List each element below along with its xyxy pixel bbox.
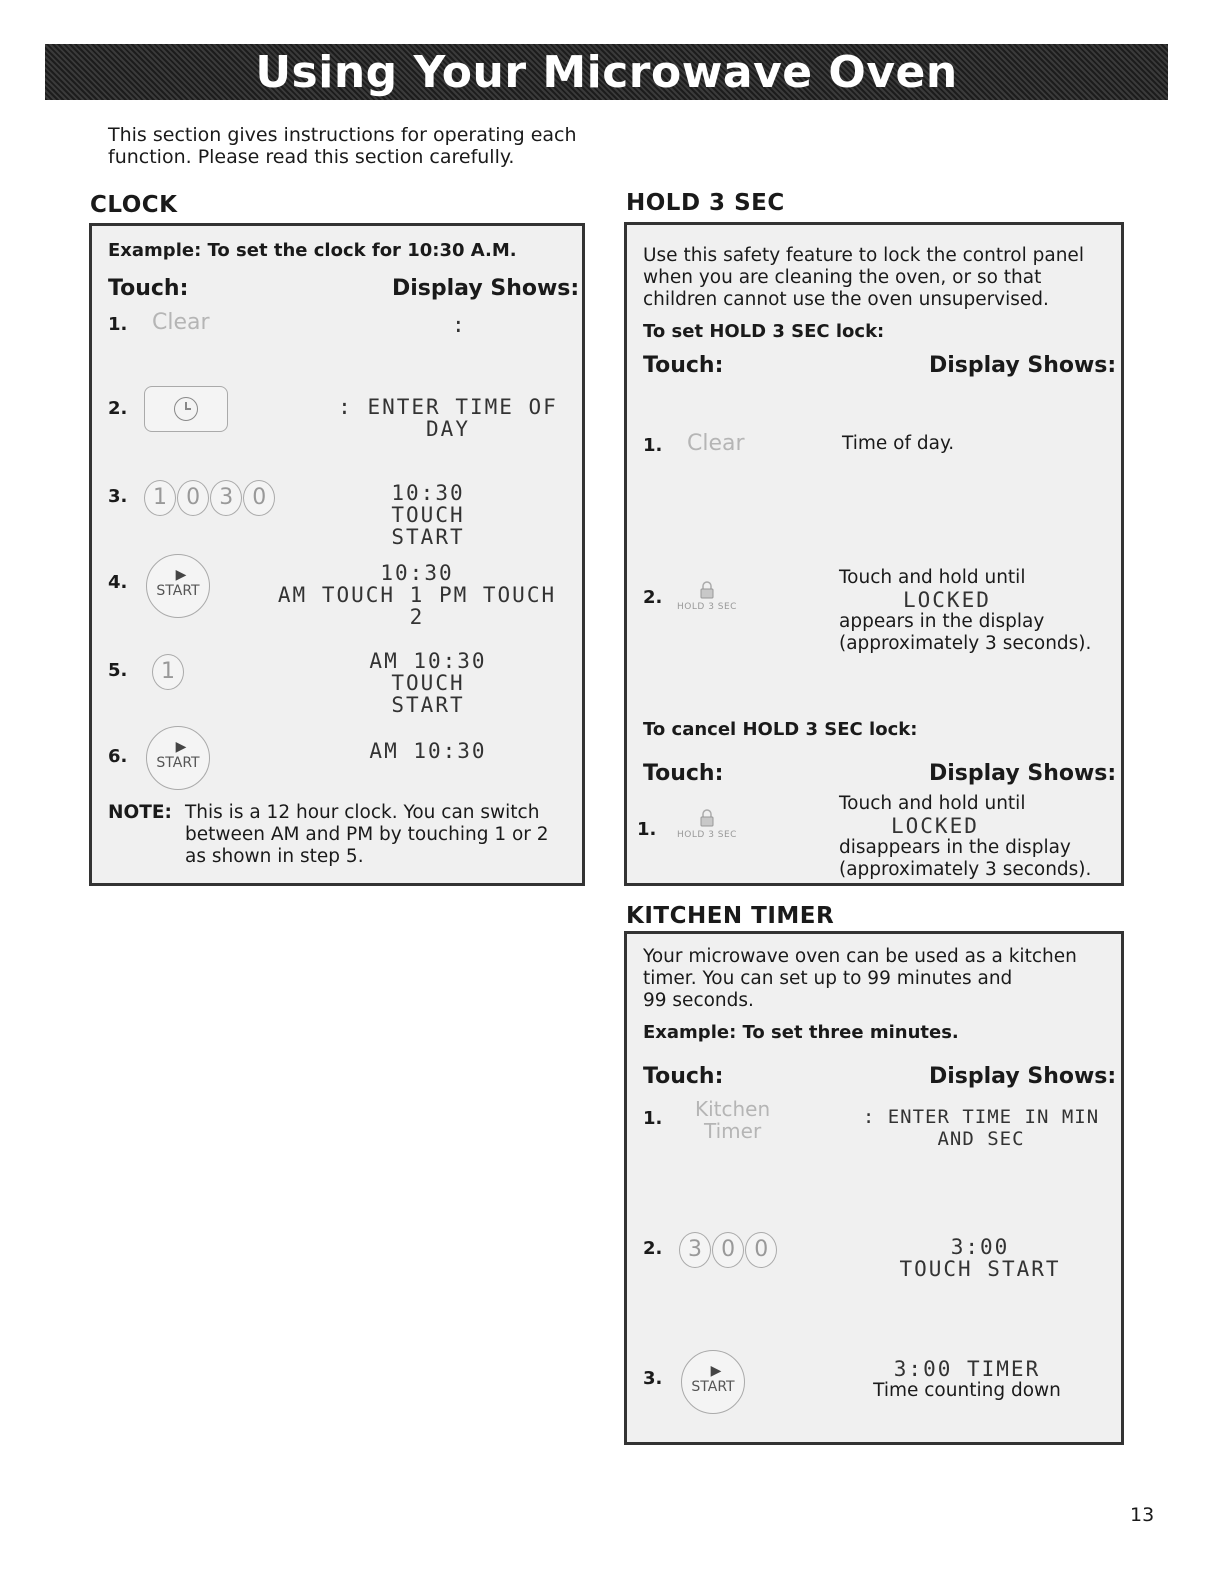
start-button-label: START [691,1379,735,1395]
locked-display: LOCKED [891,814,979,838]
start-button-label: START [156,583,200,599]
timer-step-number: 2. [643,1238,663,1259]
clock-section-title: CLOCK [90,192,178,218]
key-1-button[interactable]: 1 [144,480,176,516]
timer-step-number: 3. [643,1368,663,1389]
key-3-button[interactable]: 3 [679,1232,711,1268]
hold-step-number: 1. [637,819,657,840]
number-keys [679,1232,773,1268]
display-line: AM TOUCH 1 PM TOUCH 2 [277,583,557,629]
timer-countdown-note: Time counting down [873,1380,1061,1401]
lock-icon [700,809,714,827]
hold-intro-line: Use this safety feature to lock the control panel [643,245,1084,266]
hold-box [624,222,1124,886]
timer-section-title: KITCHEN TIMER [626,903,835,929]
timer-example: Example: To set three minutes. [643,1022,959,1043]
hold-set-title: To set HOLD 3 SEC lock: [643,321,885,342]
kitchen-timer-label: Timer [704,1119,762,1143]
hold-step-number: 2. [643,587,663,608]
timer-intro-line: 99 seconds. [643,990,754,1011]
number-keys [152,654,180,690]
clock-step-number: 6. [108,746,128,767]
hold-intro-line: when you are cleaning the oven, or so that [643,267,1042,288]
display-line: (approximately 3 seconds). [839,859,1092,880]
clear-button[interactable]: Clear [152,310,210,335]
clock-button[interactable] [144,386,228,432]
clock-step-display [348,482,508,548]
locked-display: LOCKED [903,588,991,612]
start-button-label: START [156,755,200,771]
display-line: 10:30 [380,561,454,585]
start-button[interactable] [146,554,210,618]
key-3-button[interactable]: 3 [210,480,242,516]
key-0-button[interactable]: 0 [745,1232,777,1268]
display-line: 3:00 TIMER [893,1357,1041,1381]
intro-line-1: This section gives instructions for operating each [108,124,577,146]
page-number: 13 [1130,1504,1155,1526]
start-button[interactable] [146,726,210,790]
hold-step-display [839,567,1091,655]
play-icon: ▶ [710,1363,722,1379]
intro-line-2: function. Please read this section carefully. [108,146,515,168]
kitchen-timer-label: Kitchen [695,1097,771,1121]
hold-cancel-title: To cancel HOLD 3 SEC lock: [643,719,918,740]
page-banner [45,44,1168,100]
timer-intro [643,946,1077,1012]
clock-box [89,223,585,886]
note-label: NOTE: [108,802,172,823]
hold-intro-line: children cannot use the oven unsupervised. [643,289,1049,310]
display-line: 3:00 [950,1235,1010,1259]
hold-step-display: Time of day. [842,433,955,454]
display-line: disappears in the display [839,837,1071,858]
timer-step-display [895,1236,1065,1280]
hold-display-header: Display Shows: [929,353,1117,378]
clock-step-display: AM 10:30 [369,739,487,763]
hold-3-sec-button[interactable] [677,581,737,612]
clear-button[interactable]: Clear [687,431,745,456]
timer-intro-line: Your microwave oven can be used as a kitchen [643,946,1077,967]
clock-step-number: 1. [108,314,128,335]
timer-touch-header: Touch: [643,1064,724,1089]
hold-cancel-display-header: Display Shows: [929,761,1117,786]
number-keys [144,480,271,516]
clock-icon [174,397,198,421]
display-line: TOUCH START [391,671,465,717]
display-line: appears in the display [839,611,1045,632]
kitchen-timer-button[interactable] [695,1098,770,1142]
clock-display-header: Display Shows: [392,276,580,301]
key-1-button[interactable]: 1 [152,654,184,690]
key-0-button[interactable]: 0 [243,480,275,516]
display-line: Touch and hold until [839,567,1026,588]
hold-touch-header: Touch: [643,353,724,378]
clock-step-display [272,562,562,628]
hold-step-number: 1. [643,435,663,456]
hold-3-sec-button[interactable] [677,809,737,840]
note-line: This is a 12 hour clock. You can switch [185,802,540,823]
clock-step-display: : [452,313,467,337]
key-0-button[interactable]: 0 [712,1232,744,1268]
clock-step-number: 3. [108,486,128,507]
hold-step-display [839,793,1091,881]
start-button[interactable] [681,1350,745,1414]
timer-step-display [867,1358,1067,1402]
display-line: AM 10:30 [369,649,487,673]
timer-display-header: Display Shows: [929,1064,1117,1089]
display-line: 10:30 [391,481,465,505]
clock-step-display [348,650,508,716]
note-line: between AM and PM by touching 1 or 2 [185,824,549,845]
hold-section-title: HOLD 3 SEC [626,190,785,216]
display-line: Touch and hold until [839,793,1026,814]
clock-step-number: 4. [108,572,128,593]
play-icon: ▶ [175,567,187,583]
clock-example: Example: To set the clock for 10:30 A.M. [108,240,517,261]
page-title: Using Your Microwave Oven [255,46,958,98]
hold-intro [643,245,1084,311]
clock-touch-header: Touch: [108,276,189,301]
timer-step-display: : ENTER TIME IN MIN AND SEC [862,1106,1100,1150]
note-line: as shown in step 5. [185,846,364,867]
timer-intro-line: timer. You can set up to 99 minutes and [643,968,1013,989]
key-0-button[interactable]: 0 [177,480,209,516]
clock-step-number: 5. [108,660,128,681]
hold-button-label: HOLD 3 SEC [677,830,737,840]
display-line: TOUCH START [391,503,465,549]
hold-button-label: HOLD 3 SEC [677,602,737,612]
note-text [185,802,549,868]
play-icon: ▶ [175,739,187,755]
clock-step-number: 2. [108,398,128,419]
timer-step-number: 1. [643,1108,663,1129]
timer-box [624,931,1124,1445]
intro-text [108,124,577,168]
clock-step-display: : ENTER TIME OF DAY [338,395,558,441]
lock-icon [700,581,714,599]
display-line: (approximately 3 seconds). [839,633,1092,654]
hold-cancel-touch-header: Touch: [643,761,724,786]
display-line: TOUCH START [899,1257,1061,1281]
